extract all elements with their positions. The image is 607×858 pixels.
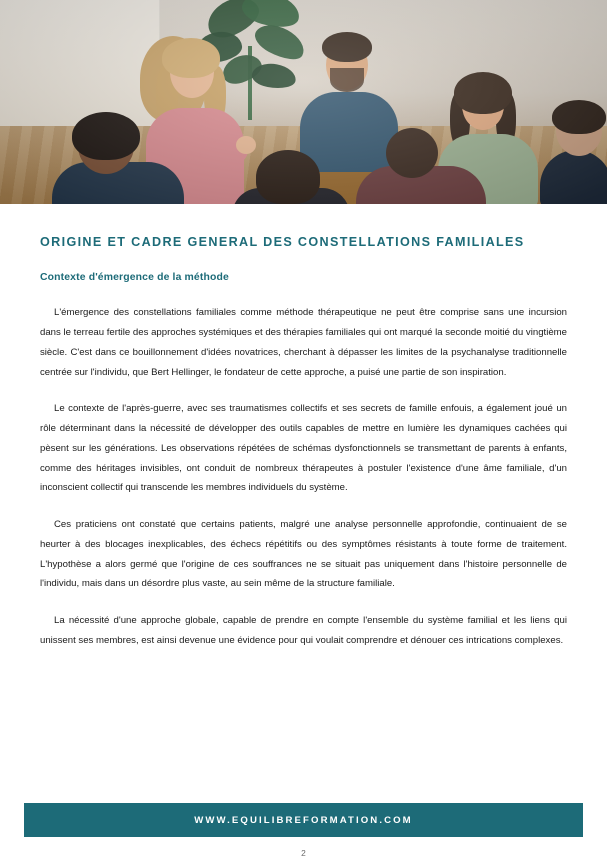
person-foreground-left xyxy=(52,118,184,204)
hair xyxy=(552,100,606,134)
head xyxy=(386,128,438,178)
wall-panel xyxy=(0,0,160,126)
body-paragraph: Ces praticiens ont constaté que certains patients, malgré une analyse personnelle approfondie, continuaient de se heurter à des blocages inexplicables, des échecs répétitifs ou des symptômes résistants à toute forme de traitement. L'hypothèse a alors germé que l'origine de ces souffrances ne se situait pas uniquement dans l'histoire personnelle de l'individu, mais dans un désordre plus vaste, au sein même de la structure familiale. xyxy=(40,519,567,590)
hair xyxy=(72,112,140,160)
body-paragraph: La nécessité d'une approche globale, capable de prendre en compte l'ensemble du système familial et les liens qui unissent ses membres, est ainsi devenue une évidence pour qui voulait comprendre et dénouer ces intrications complexes. xyxy=(40,615,567,646)
page-number: 2 xyxy=(301,848,306,858)
section-heading: Contexte d'émergence de la méthode xyxy=(40,272,229,284)
hair xyxy=(454,72,512,114)
hair xyxy=(322,32,372,62)
hair xyxy=(162,38,220,78)
page-title: ORIGINE ET CADRE GENERAL DES CONSTELLATIONS FAMILIALES xyxy=(40,235,525,249)
footer-bar xyxy=(24,803,583,837)
body-paragraph: Le contexte de l'après-guerre, avec ses traumatismes collectifs et ses secrets de famille enfouis, a également joué un rôle déterminant dans la nécessité de développer des outils capables de mettre en lumière les dynamiques cachées qui pèsent sur les générations. Les observations répétées de schémas dysfonctionnels se transmettant de parents à enfants, comme des héritages invisibles, ont conduit de nombreux thérapeutes à postuler l'existence d'une âme familiale, d'un inconscient collectif qui transcende les membres individuels du système. xyxy=(40,403,567,494)
person-foreground-right xyxy=(356,128,486,204)
body-paragraph: L'émergence des constellations familiales comme méthode thérapeutique ne peut être comprise sans une incursion dans le terreau fertile des approches systémiques et des thérapies familiales qui ont marqué la seconde moitié du vingtième siècle. C'est dans ce bouillonnement d'idées novatrices, cherchant à dépasser les limites de la psychanalyse traditionnelle centrée sur l'individu, que Bert Hellinger, le fondateur de cette approche, a puisé une partie de son inspiration. xyxy=(40,307,567,378)
document-body xyxy=(0,204,607,781)
head xyxy=(256,150,320,204)
person-far-right xyxy=(540,106,607,204)
footer-website-url[interactable]: WWW.EQUILIBREFORMATION.COM xyxy=(194,814,413,826)
hero-image xyxy=(0,0,607,204)
beard xyxy=(330,68,364,92)
person-foreground-center xyxy=(232,150,350,204)
torso xyxy=(540,150,607,204)
